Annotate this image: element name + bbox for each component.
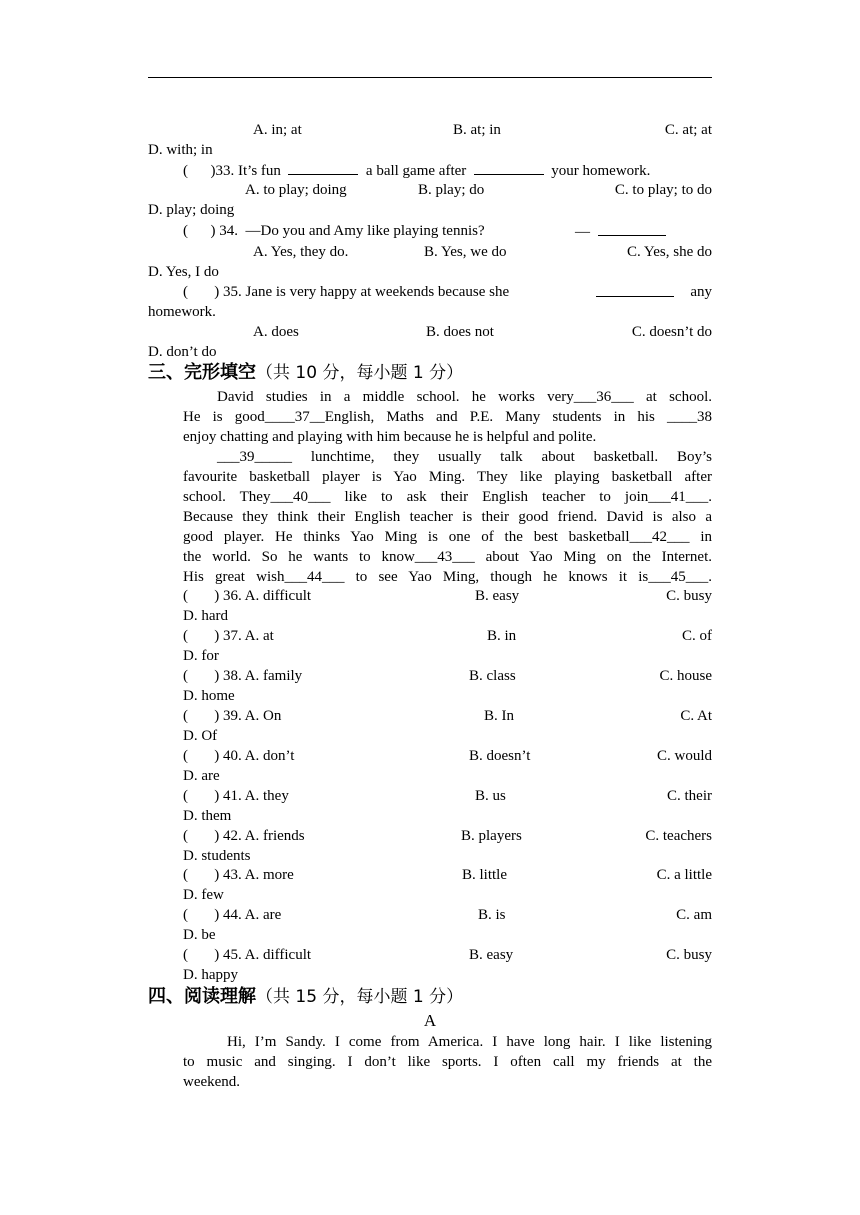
q33-option-b: B. play; do: [418, 182, 485, 198]
cloze-q36: [183, 586, 712, 606]
section-4-title: 四、阅读理解: [148, 986, 256, 1007]
cloze-q37: [183, 626, 712, 646]
cloze-q43-b: B. little: [462, 867, 507, 883]
cloze-q44: [183, 905, 712, 925]
passage-line: His great wish___44___ to see Yao Ming, though he knows it is___45___.: [183, 569, 712, 585]
cloze-q38-c: C. house: [659, 668, 712, 684]
reading-passage-a: [183, 1032, 712, 1092]
cloze-q36-a: ( ) 36. A. difficult: [183, 588, 312, 604]
cloze-q45-a: ( ) 45. A. difficult: [183, 947, 312, 963]
q35-option-d: D. don’t do: [148, 344, 217, 360]
cloze-q45-c: C. busy: [666, 947, 712, 963]
cloze-q42-a: ( ) 42. A. friends: [183, 828, 305, 844]
cloze-q43-d: D. few: [183, 887, 224, 903]
q33-option-c: C. to play; to do: [614, 182, 712, 198]
cloze-q43-c: C. a little: [656, 867, 712, 883]
cloze-q36-d: D. hard: [183, 608, 228, 624]
cloze-q45-b: B. easy: [469, 947, 514, 963]
q34-options: [183, 242, 712, 262]
cloze-q37-b: B. in: [487, 628, 517, 644]
q33-stem: ( )33. It’s fun a ball game after your homework.: [183, 160, 650, 181]
passage-line: favourite basketball player is Yao Ming. They like playing basketball after: [183, 469, 712, 485]
cloze-q44-d: D. be: [183, 927, 216, 943]
cloze-q41-d: D. them: [183, 808, 232, 824]
q34-stem: ( ) 34. —Do you and Amy like playing tennis?: [183, 223, 485, 239]
passage-line: good player. He thinks Yao Ming is one of the best basketball___42___ in: [183, 529, 712, 545]
q32-options: [183, 120, 712, 140]
cloze-q41-c: C. their: [667, 788, 712, 804]
cloze-q44-b: B. is: [478, 907, 506, 923]
passage-line: school. They___40___ like to ask their English teacher to join___41___.: [183, 489, 712, 505]
section-3-heading: [148, 361, 463, 385]
cloze-q44-c: C. am: [676, 907, 712, 923]
cloze-q45-d: D. happy: [183, 967, 238, 983]
section-4-score: （共 15 分，每小题 1 分）: [256, 987, 464, 1007]
cloze-q43: [183, 865, 712, 885]
cloze-q39-c: C. At: [680, 708, 712, 724]
section-3-title: 三、完形填空: [148, 362, 256, 383]
passage-a-label: A: [423, 1011, 437, 1030]
cloze-q40: [183, 746, 712, 766]
cloze-q40-b: B. doesn’t: [469, 748, 531, 764]
q32-option-c: C. at; at: [664, 122, 712, 138]
q34-option-d: D. Yes, I do: [148, 264, 219, 280]
passage-line: He is good____37__English, Maths and P.E. Many students in his ____38: [183, 409, 712, 425]
cloze-q36-b: B. easy: [475, 588, 520, 604]
cloze-q45: [183, 945, 712, 965]
section-3-score: （共 10 分，每小题 1 分）: [256, 363, 464, 383]
cloze-q37-a: ( ) 37. A. at: [183, 628, 274, 644]
cloze-q42-c: C. teachers: [645, 828, 712, 844]
q35-blank: [596, 282, 674, 297]
q33-options: [183, 180, 712, 200]
cloze-q38-d: D. home: [183, 688, 235, 704]
q35-options: [183, 322, 712, 342]
cloze-q38: [183, 666, 712, 686]
q35-stem-cont: homework.: [148, 304, 216, 320]
q32-option-b: B. at; in: [453, 122, 501, 138]
q35-stem: [183, 282, 712, 302]
q32-option-a: A. in; at: [253, 122, 302, 138]
cloze-q39-b: B. In: [484, 708, 514, 724]
q34-answer: —: [575, 221, 666, 242]
cloze-q41-a: ( ) 41. A. they: [183, 788, 289, 804]
passage-line: the world. So he wants to know___43___ about Yao Ming on the Internet.: [183, 549, 712, 565]
q33-blank-2: [474, 160, 544, 175]
cloze-q44-a: ( ) 44. A. are: [183, 907, 282, 923]
cloze-q43-a: ( ) 43. A. more: [183, 867, 294, 883]
q33-option-a: A. to play; doing: [245, 182, 347, 198]
cloze-q40-c: C. would: [656, 748, 712, 764]
cloze-q36-c: C. busy: [666, 588, 712, 604]
cloze-q41: [183, 786, 712, 806]
cloze-q39: [183, 706, 712, 726]
cloze-q38-b: B. class: [469, 668, 516, 684]
q35-option-b: B. does not: [426, 324, 494, 340]
cloze-q38-a: ( ) 38. A. family: [183, 668, 303, 684]
passage-line: enjoy chatting and playing with him because he is helpful and polite.: [183, 429, 597, 445]
cloze-passage: [183, 387, 712, 587]
q35-option-c: C. doesn’t do: [631, 324, 712, 340]
q34-option-b: B. Yes, we do: [424, 244, 507, 260]
q35-option-a: A. does: [253, 324, 299, 340]
cloze-q40-a: ( ) 40. A. don’t: [183, 748, 295, 764]
q35-stem-end: any: [690, 284, 712, 300]
passage-a-line: weekend.: [183, 1074, 241, 1090]
cloze-q42: [183, 826, 712, 846]
q34-blank: [598, 221, 666, 236]
q35-stem-text: ( ) 35. Jane is very happy at weekends because she: [183, 284, 510, 300]
q35-blank-wrap: [596, 282, 674, 303]
q34-option-c: C. Yes, she do: [626, 244, 712, 260]
q34-option-a: A. Yes, they do.: [253, 244, 349, 260]
passage-a-line: to music and singing. I don’t like sports. I often call my friends at the: [183, 1054, 712, 1070]
cloze-q39-a: ( ) 39. A. On: [183, 708, 282, 724]
cloze-q42-d: D. students: [183, 848, 251, 864]
cloze-q42-b: B. players: [461, 828, 522, 844]
cloze-q40-d: D. are: [183, 768, 220, 784]
q33-option-d: D. play; doing: [148, 202, 235, 218]
passage-line: ___39_____ lunchtime, they usually talk about basketball. Boy’s: [217, 449, 712, 465]
header-rule: [148, 77, 712, 78]
section-4-heading: [148, 985, 463, 1009]
q32-option-d: D. with; in: [148, 142, 213, 158]
passage-line: Because they think their English teacher is their good friend. David is also a: [183, 509, 712, 525]
cloze-q41-b: B. us: [475, 788, 506, 804]
q33-blank-1: [288, 160, 358, 175]
cloze-q37-c: C. of: [682, 628, 712, 644]
passage-line: David studies in a middle school. he works very___36___ at school.: [217, 389, 712, 405]
passage-a-line: Hi, I’m Sandy. I come from America. I have long hair. I like listening: [227, 1034, 712, 1050]
cloze-q39-d: D. Of: [183, 728, 218, 744]
cloze-q37-d: D. for: [183, 648, 219, 664]
